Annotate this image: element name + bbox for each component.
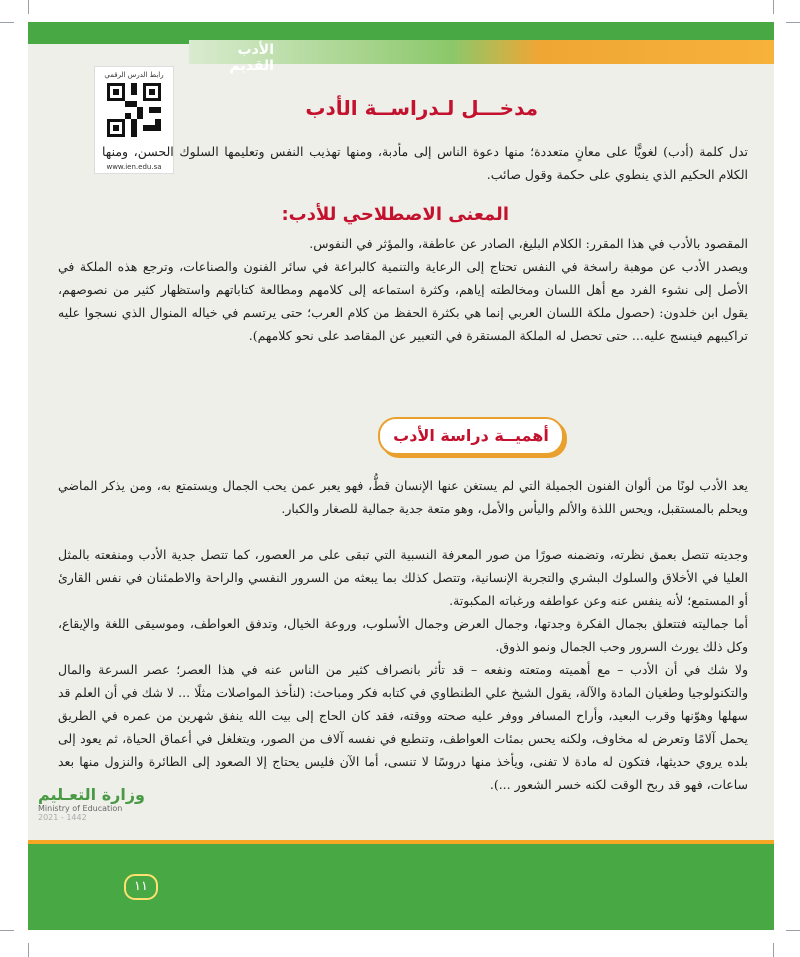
footer-green-band bbox=[28, 844, 774, 930]
crop-mark bbox=[28, 0, 29, 14]
crop-mark bbox=[786, 22, 800, 23]
crop-mark bbox=[0, 22, 14, 23]
paragraph: وجديته تتصل بعمق نظرته، وتضمنه صورًا من صور المعرفة النسبية التي تبقى على مر العصور، كما تتصل جدية الأدب ومنفعته بالمثل العليا في الأخلاق والسلوك البشري والتجربة الإنسانية، وتتصل كذلك بما يبعثه من السرور النفسي والراحة والاطمئنان في نفس القارئ أو المستمع؛ لأنه ينفس عنه وعن عواطفه ورغباته المكبوتة. bbox=[58, 547, 748, 608]
qr-caption: رابط الدرس الرقمي bbox=[104, 71, 164, 79]
ministry-name-arabic: وزارة التعـليم bbox=[38, 785, 145, 804]
edition-year: 2021 - 1442 bbox=[38, 813, 87, 822]
qr-url[interactable]: www.ien.edu.sa bbox=[106, 163, 162, 171]
chapter-header bbox=[189, 40, 774, 74]
crop-mark bbox=[773, 943, 774, 957]
section-title-definition: المعنى الاصطلاحي للأدب: bbox=[281, 204, 509, 225]
section-title-importance-pill bbox=[378, 417, 564, 455]
crop-mark bbox=[0, 930, 14, 931]
paragraph: ولا شك في أن الأدب – مع أهميته ومتعته ونفعه – قد تأثر بانصراف كثير من الناس عنه في هذا العصر؛ عصر السرعة والمال والتكنولوجيا وطغيان المادة والآلة، يقول الشيخ علي الطنطاوي في كتابه فكر ومباحث: (لنأخذ المواصلات مثلًا ... لا شك في أن العلم قد سهلها وهوّنها وقرب البعيد، وأراح المسافر ووفر عليه صحته ووقته، فقد كان الحاج إلى بيت الله ينفق شهرين من عمره في الطريق يحمل آلامًا وتعرض له مخاوف، ولكنه يحس بمئات العواطف، وتنطبع في نفسه آلاف من الصور، ويتغلغل في أعماق الحياة، ثم يعود إلى بلده يروي حديثها، فتكون له مادة لا تفنى، ويأخذ منها دروسًا لا تنسى، أما الآن فليس يحتاج إلا الصعود إلى الطائرة والنزول منها بعد ساعات، فهو قد ربح الوقت لكنه خسر الشعور ...). bbox=[58, 662, 748, 792]
paragraph: أما جماليته فتتعلق بجمال الفكرة وجدتها، وجمال العرض وجمال الأسلوب، وروعة الخيال، وتدفق العواطف، وموسيقى اللغة والإيقاع، وكل ذلك يورث السرور وحب الجمال ونمو الذوق. bbox=[58, 616, 748, 654]
section-title-importance: أهميــة دراسة الأدب bbox=[393, 426, 549, 445]
paragraph: ويصدر الأدب عن موهبة راسخة في النفس تحتاج إلى الرعاية والتنمية كالبراعة في سائر الفنون والصناعات، وترجع هذه الملكة في الأصل إلى نشوء الفرد مع أهل اللسان ومخالطته إياهم، وكثرة استماعه إلى كلامهم ومطالعة كتاباتهم واستظهار كثير من نصوصهم، يقول ابن خلدون: (حصول ملكة اللسان العربي إنما هي بكثرة الحفظ من كلام العرب؛ حتى يرتسم في خياله المنوال الذي نسجوا عليه تراكيبهم فينسج عليه... حتى تحصل له الملكة المستقرة في التعبير عن المقاصد على نحو كلامهم). bbox=[58, 259, 748, 343]
paragraph: المقصود بالأدب في هذا المقرر: الكلام البليغ، الصادر عن عاطفة، والمؤثر في النفوس. bbox=[309, 236, 748, 251]
crop-mark bbox=[28, 943, 29, 957]
section-title-intro: مدخـــل لـدراســة الأدب bbox=[305, 96, 538, 120]
crop-mark bbox=[786, 930, 800, 931]
ministry-logo bbox=[38, 785, 168, 822]
qr-code-icon bbox=[107, 83, 161, 137]
chapter-title: الأدب القديم bbox=[229, 42, 274, 74]
paragraph: تدل كلمة (أدب) لغويًّا على معانٍ متعددة؛ منها دعوة الناس إلى مأدبة، ومنها تهذيب النفس وتعليمها السلوك الحسن، ومنها الكلام الحكيم الذي ينطوي على حكمة وقول صائب. bbox=[102, 144, 748, 182]
page-number: ١١ bbox=[124, 874, 158, 900]
paragraph: يعد الأدب لونًا من ألوان الفنون الجميلة التي لم يستغن عنها الإنسان قطُّ، فهو يعبر عمن يحب الجمال ويستمتع به، ومن يذكر الماضي ويحلم بالمستقبل، ويحس اللذة والألم واليأس والأمل، وهو متعة جدية جمالية للصغار والكبار. bbox=[58, 478, 748, 516]
textbook-page bbox=[28, 22, 774, 930]
ministry-name-english: Ministry of Education bbox=[38, 804, 123, 813]
crop-mark bbox=[773, 0, 774, 14]
